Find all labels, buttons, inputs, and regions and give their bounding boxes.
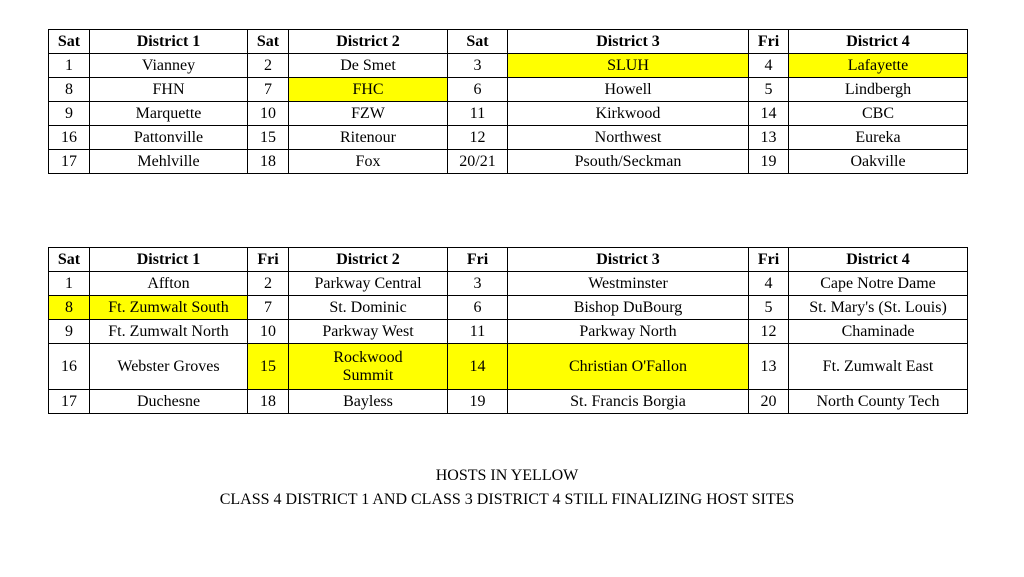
table-cell: Kirkwood — [508, 102, 749, 126]
host-cell: 8 — [49, 296, 90, 320]
header-cell: Sat — [448, 30, 508, 54]
host-cell: 14 — [448, 344, 508, 390]
table-cell: 8 — [49, 78, 90, 102]
table-cell: St. Dominic — [289, 296, 448, 320]
table-cell: Marquette — [90, 102, 248, 126]
table-cell: FZW — [289, 102, 448, 126]
table-cell: North County Tech — [789, 390, 968, 414]
table-cell: CBC — [789, 102, 968, 126]
host-cell: Rockwood Summit — [289, 344, 448, 390]
table-cell: 20 — [749, 390, 789, 414]
table-header-row — [49, 30, 968, 54]
table-cell: 1 — [49, 272, 90, 296]
table-cell: Northwest — [508, 126, 749, 150]
host-cell: SLUH — [508, 54, 749, 78]
table-cell: 13 — [749, 344, 789, 390]
table-cell: 3 — [448, 272, 508, 296]
table-cell: 10 — [248, 320, 289, 344]
header-cell: District 1 — [90, 30, 248, 54]
header-cell: District 2 — [289, 248, 448, 272]
table-row — [49, 390, 968, 414]
table-cell: Eureka — [789, 126, 968, 150]
class-3-district-table — [48, 247, 968, 414]
table-cell: St. Mary's (St. Louis) — [789, 296, 968, 320]
table-header-row — [49, 248, 968, 272]
table-cell: 3 — [448, 54, 508, 78]
table-row — [49, 150, 968, 174]
table-cell: 2 — [248, 54, 289, 78]
table-cell: Duchesne — [90, 390, 248, 414]
table-cell: 17 — [49, 150, 90, 174]
table-cell: 20/21 — [448, 150, 508, 174]
table-row — [49, 296, 968, 320]
table-cell: Bayless — [289, 390, 448, 414]
table-cell: Cape Notre Dame — [789, 272, 968, 296]
table-cell: Ritenour — [289, 126, 448, 150]
table-cell: Parkway West — [289, 320, 448, 344]
table-cell: Vianney — [90, 54, 248, 78]
table-cell: Psouth/Seckman — [508, 150, 749, 174]
table-cell: 16 — [49, 344, 90, 390]
table-cell: 12 — [749, 320, 789, 344]
finalizing-hosts-note: CLASS 4 DISTRICT 1 AND CLASS 3 DISTRICT 4 STILL FINALIZING HOST SITES — [219, 491, 795, 508]
table-row — [49, 344, 968, 390]
table-cell: Bishop DuBourg — [508, 296, 749, 320]
table-cell: Oakville — [789, 150, 968, 174]
class-4-district-table — [48, 29, 968, 174]
table-cell: 4 — [749, 272, 789, 296]
table-cell: 2 — [248, 272, 289, 296]
header-cell: Sat — [49, 30, 90, 54]
table-cell: 19 — [749, 150, 789, 174]
table-cell: Lindbergh — [789, 78, 968, 102]
table-row — [49, 78, 968, 102]
header-cell: Sat — [248, 30, 289, 54]
table-cell: Parkway Central — [289, 272, 448, 296]
table-cell: FHN — [90, 78, 248, 102]
table-cell: Affton — [90, 272, 248, 296]
table-cell: Pattonville — [90, 126, 248, 150]
host-cell: Ft. Zumwalt South — [90, 296, 248, 320]
header-cell: District 3 — [508, 30, 749, 54]
table-cell: Chaminade — [789, 320, 968, 344]
table-cell: Ft. Zumwalt East — [789, 344, 968, 390]
table-cell: De Smet — [289, 54, 448, 78]
table-cell: 6 — [448, 78, 508, 102]
table-cell: 18 — [248, 390, 289, 414]
table-cell: 5 — [749, 296, 789, 320]
table-cell: 9 — [49, 102, 90, 126]
table-cell: Howell — [508, 78, 749, 102]
table-row — [49, 54, 968, 78]
table-cell: Parkway North — [508, 320, 749, 344]
header-cell: Fri — [448, 248, 508, 272]
host-cell: Christian O'Fallon — [508, 344, 749, 390]
table-cell: 19 — [448, 390, 508, 414]
table-cell: Ft. Zumwalt North — [90, 320, 248, 344]
host-cell: 15 — [248, 344, 289, 390]
table-cell: 7 — [248, 296, 289, 320]
table-cell: 12 — [448, 126, 508, 150]
host-cell: Lafayette — [789, 54, 968, 78]
table-row — [49, 126, 968, 150]
table-row — [49, 320, 968, 344]
header-cell: Fri — [248, 248, 289, 272]
table-row — [49, 102, 968, 126]
header-cell: District 1 — [90, 248, 248, 272]
hosts-legend-note: HOSTS IN YELLOW — [435, 467, 579, 484]
table-cell: Mehlville — [90, 150, 248, 174]
table-cell: Webster Groves — [90, 344, 248, 390]
table-cell: 9 — [49, 320, 90, 344]
table-cell: 17 — [49, 390, 90, 414]
table-row — [49, 272, 968, 296]
table-cell: 11 — [448, 320, 508, 344]
table-cell: 5 — [749, 78, 789, 102]
table-cell: 1 — [49, 54, 90, 78]
header-cell: District 4 — [789, 248, 968, 272]
table-cell: 10 — [248, 102, 289, 126]
table-cell: 11 — [448, 102, 508, 126]
table-cell: Fox — [289, 150, 448, 174]
header-cell: Sat — [49, 248, 90, 272]
host-cell: FHC — [289, 78, 448, 102]
table-cell: 4 — [749, 54, 789, 78]
header-cell: Fri — [749, 30, 789, 54]
header-cell: District 2 — [289, 30, 448, 54]
table-cell: 18 — [248, 150, 289, 174]
header-cell: Fri — [749, 248, 789, 272]
table-cell: St. Francis Borgia — [508, 390, 749, 414]
table-cell: Westminster — [508, 272, 749, 296]
table-cell: 16 — [49, 126, 90, 150]
header-cell: District 4 — [789, 30, 968, 54]
table-cell: 15 — [248, 126, 289, 150]
header-cell: District 3 — [508, 248, 749, 272]
table-cell: 14 — [749, 102, 789, 126]
table-cell: 6 — [448, 296, 508, 320]
table-cell: 7 — [248, 78, 289, 102]
table-cell: 13 — [749, 126, 789, 150]
